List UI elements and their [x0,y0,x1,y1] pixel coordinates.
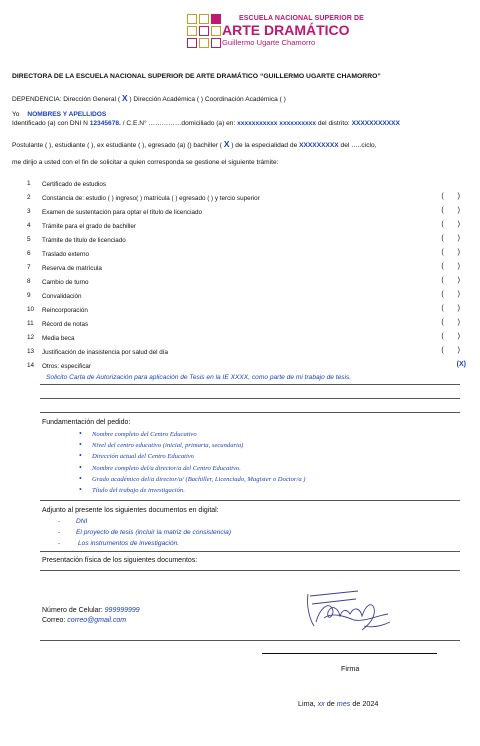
identificado-label: Identificado (a) con DNI N [12,120,88,127]
dependencia-mark: X [121,93,128,103]
presentacion-label: Presentación física de los siguientes documentos: [42,557,198,564]
adjunto-item: Los instrumentos de investigación. [78,540,180,547]
item-number: 9 [27,292,31,299]
list-item [27,334,475,347]
email-line [42,617,126,624]
domicilio-label: / C.E.N° ……………domiciliado (a) en: [122,120,236,127]
list-item [27,250,475,263]
identificado-line [12,120,400,127]
item-text: Reincorporación [42,307,88,314]
list-item [27,278,475,291]
signature-label: Firma [341,664,360,673]
item-number: 1 [27,180,31,187]
item-text: Trámite para el grado de bachiller [42,223,136,230]
item-text: Trámite de título de licenciado [42,237,126,244]
divider [40,500,460,501]
list-item [27,194,475,207]
item-checkbox[interactable]: ( ) [441,347,466,354]
item-text: Certificado de estudios [42,181,107,188]
item-checkbox[interactable]: ( ) [441,305,466,312]
logo-line-1: ESCUELA NACIONAL SUPERIOR DE [239,15,364,22]
date-de: de [326,699,335,708]
specialty-value: XXXXXXXXX [299,142,339,149]
applicant-name: NOMBRES Y APELLIDOS [27,111,107,118]
item-number: 8 [27,278,31,285]
district-label: del distrito: [317,120,350,127]
dependencia-label: DEPENDENCIA: Dirección General ( [12,96,121,103]
adjunto-item: El proyecto de tesis (incluir la matriz de consistencia) [76,529,232,536]
document-title: DIRECTORA DE LA ESCUELA NACIONAL SUPERIOR DE ARTE DRAMÁTICO “GUILLERMO UGARTE CHAMORRO” [12,73,381,80]
request-intro: me dirijo a usted con el fin de solicitar a quien corresponda se gestione el siguiente trámite: [12,159,279,166]
item-number: 12 [27,334,35,341]
item-text: Otros: especificar [42,363,91,370]
item-checkbox[interactable]: ( ) [441,221,466,228]
item-number: 4 [27,222,31,229]
postulante-label: Postulante ( ), estudiante ( ), ex estudiante ( ), egresado (a) () bachiller ( [12,142,222,149]
email-value: correo@gmail.com [67,617,127,624]
divider [40,551,460,552]
list-item [27,264,475,277]
item-text: Convalidación [42,293,82,300]
item-number: 7 [27,264,31,271]
list-item [27,180,475,193]
otros-specification: Solicito Carta de Autorización para aplicación de Tesis en la IE XXXX, como parte de mi trabajo de tesis. [46,374,352,381]
item-checkbox[interactable]: ( ) [441,235,466,242]
list-item [27,292,475,305]
item-text: Cambio de turno [42,279,89,286]
item-number: 13 [27,348,35,355]
signature-line [262,653,437,654]
item-number: 2 [27,194,31,201]
adjunto-item: DNI [76,518,88,525]
item-checkbox[interactable]: ( ) [441,249,466,256]
item-text: Traslado externo [42,251,90,258]
item-checkbox[interactable]: (X) [456,361,466,368]
list-item: • Nombre completo del Centro Educativo [92,429,305,440]
item-checkbox[interactable]: ( ) [441,193,466,200]
item-checkbox[interactable]: ( ) [441,207,466,214]
list-item: • Nivel del centro educativo (inicial, primaria, secundaria) [92,440,305,451]
fundamentacion-list [92,429,305,496]
divider [40,398,460,399]
adjunto-label: Adjunto al presente los siguientes documentos en digital: [42,507,219,514]
list-item [27,222,475,235]
yo-label: Yo [12,111,20,118]
phone-value: 999999999 [104,607,140,614]
list-item: • Grado académico del/a director/a/ (Bachiller, Licenciado, Magister o Doctor/a ) [92,474,305,485]
list-item: • Título del trabajo de investigación. [92,485,305,496]
item-number: 5 [27,236,31,243]
phone-line [42,607,140,614]
divider [40,412,460,413]
logo-line-3: Guillermo Ugarte Chamorro [222,38,316,47]
divider [40,384,460,385]
date-month: mes [336,699,351,708]
item-text: Reserva de matrícula [42,265,102,272]
item-checkbox[interactable]: ( ) [441,277,466,284]
item-text: Justificación de inasistencia por salud del día [42,349,169,356]
logo-line-2: ARTE DRAMÁTICO [222,22,350,38]
list-item [27,236,475,249]
postulante-line [12,139,376,149]
list-item [27,348,475,361]
phone-label: Número de Celular: [42,607,103,614]
item-number: 6 [27,250,31,257]
specialty-label: ) de la especialidad de [231,142,298,149]
item-checkbox[interactable]: ( ) [441,333,466,340]
list-item: • Dirección actual del Centro Educativo [92,451,305,462]
yo-line [12,111,106,118]
date-city: Lima, [298,699,316,708]
item-checkbox[interactable]: ( ) [441,291,466,298]
date-day: xx [317,699,325,708]
item-number: 10 [27,306,35,313]
ciclo-label: del …..ciclo, [340,142,377,149]
item-checkbox[interactable]: ( ) [441,319,466,326]
logo-mark-icon [187,14,221,48]
divider [40,640,460,641]
item-number: 14 [27,362,35,369]
dni-value: 12345678. [89,120,121,127]
list-item [27,208,475,221]
list-item: • Nombre completo del/a director/a del Centro Educativo. [92,463,305,474]
date-line [298,699,378,708]
email-label: Correo: [42,617,66,624]
item-number: 3 [27,208,31,215]
item-text: Constancia de: estudio ( ) ingreso( ) matrícula ( ) egresado ( ) y tercio superior [42,195,260,202]
date-year: de 2024 [352,699,379,708]
bachiller-mark: X [223,139,230,149]
list-item [27,320,475,333]
dependencia-line [12,93,286,103]
divider [40,570,460,571]
dependencia-rest: ) Dirección Académica ( ) Coordinación Académica ( ) [129,96,286,103]
item-text: Récord de notas [42,321,89,328]
item-number: 11 [27,320,34,327]
signature-image [298,586,398,634]
item-checkbox[interactable]: ( ) [441,263,466,270]
district-value: XXXXXXXXXXX [351,120,400,127]
item-text: Examen de sustentación para optar el título de licenciado [42,209,202,216]
fundamentacion-label: Fundamentación del pedido: [42,419,131,426]
address-value: xxxxxxxxxxx xxxxxxxxxx [237,120,316,127]
list-item [27,306,475,319]
item-text: Media beca [42,335,75,342]
